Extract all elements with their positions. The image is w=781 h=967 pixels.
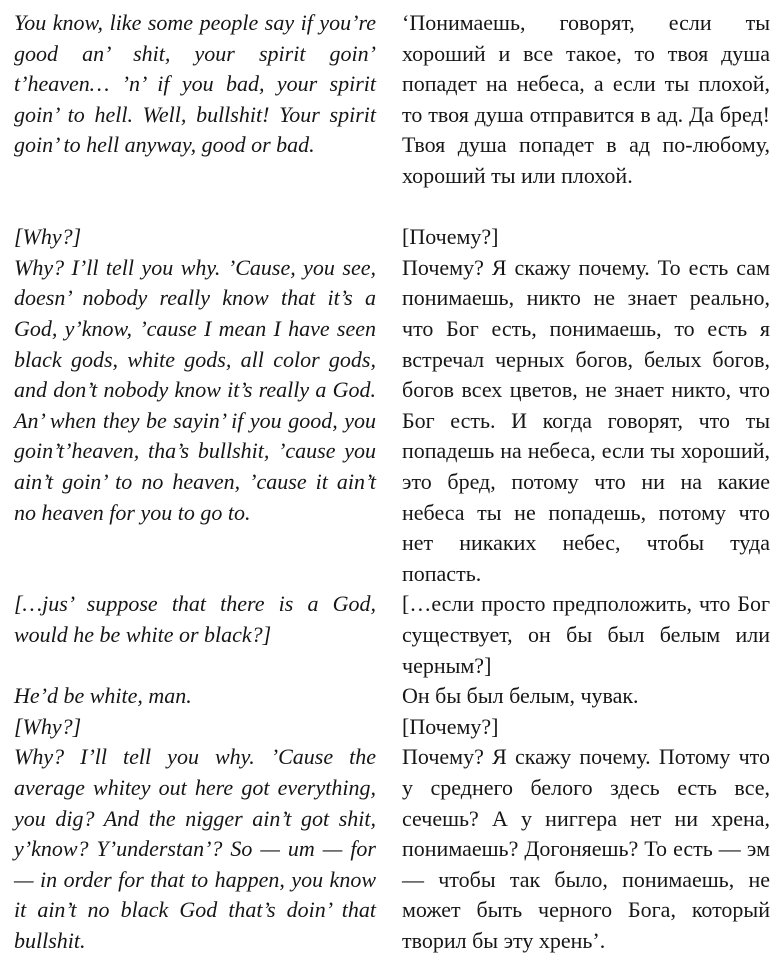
text-row-white-answer [14, 681, 770, 712]
text-row-average-whitey [14, 742, 770, 956]
text-row-why-1 [14, 222, 770, 253]
english-interviewer-question: [Why?] [14, 224, 82, 250]
english-paragraph: Why? I’ll tell you why. ’Cause the average whitey out here got everything, you dig? And the nigger ain’t got shit, y’know? Y’understan’? So — um — for — in order for that to happen, you know it ain’t no black God that’s doin’ that bullshit. [14, 744, 376, 953]
english-paragraph: You know, like some people say if you’re good an’ shit, your spirit goin’ t’heaven… ’n’ if you bad, your spirit goin’ to hell. Well, bullshit! Your spirit goin’ to hell anyway, good or bad. [14, 10, 376, 158]
russian-paragraph: Он бы был белым, чувак. [402, 683, 639, 709]
english-paragraph: Why? I’ll tell you why. ’Cause, you see, doesn’ nobody really know that it’s a God, y’know, ’cause I mean I have seen black gods, white gods, all color gods, and don’t nobody know it’s really a God. An’ when they be sayin’ if you good, you goin’t’heaven, tha’s bullshit, ’cause you ain’t goin’ to no heaven, ’cause it ain’t no heaven for you to go to. [14, 254, 376, 525]
russian-interviewer-question: [Почему?] [402, 224, 499, 250]
russian-paragraph: Почему? Я скажу почему. Потому что у среднего белого здесь есть все, сечешь? А у ниггера нет ни хрена, понимаешь? Догоняешь? То есть — эм — чтобы так было, понимаешь, не может быть черного Бога, который творил бы эту хрень’. [402, 744, 770, 953]
english-interviewer-question: [Why?] [14, 713, 82, 739]
text-row-gods-colors [14, 253, 770, 590]
text-row-heaven-hell [14, 8, 770, 222]
russian-paragraph: Почему? Я скажу почему. То есть сам понимаешь, никто не знает реально, что Бог есть, понимаешь, то есть я встречал черных богов, белых богов, богов всех цветов, не знает никто, что Бог есть. И когда говорят, что ты попадешь на небеса, если ты хороший, это бред, потому что ни на какие небеса ты не попадешь, потому что нет никаких небес, чтобы туда попасть. [402, 254, 770, 586]
russian-interviewer-question: [Почему?] [402, 713, 499, 739]
russian-interviewer-question: […если просто предположить, что Бог существует, он бы был белым или черным?] [402, 591, 770, 678]
russian-paragraph: ‘Понимаешь, говорят, если ты хороший и все такое, то твоя душа попадет на небеса, а если ты плохой, то твоя душа отправится в ад. Да бред! Твоя душа попадет в ад по-любому, хороший ты или плохой. [402, 10, 770, 188]
text-row-why-2 [14, 712, 770, 743]
text-row-suppose-question [14, 589, 770, 681]
english-interviewer-question: […jus’ suppose that there is a God, would he be white or black?] [14, 591, 376, 647]
english-paragraph: He’d be white, man. [14, 683, 192, 709]
